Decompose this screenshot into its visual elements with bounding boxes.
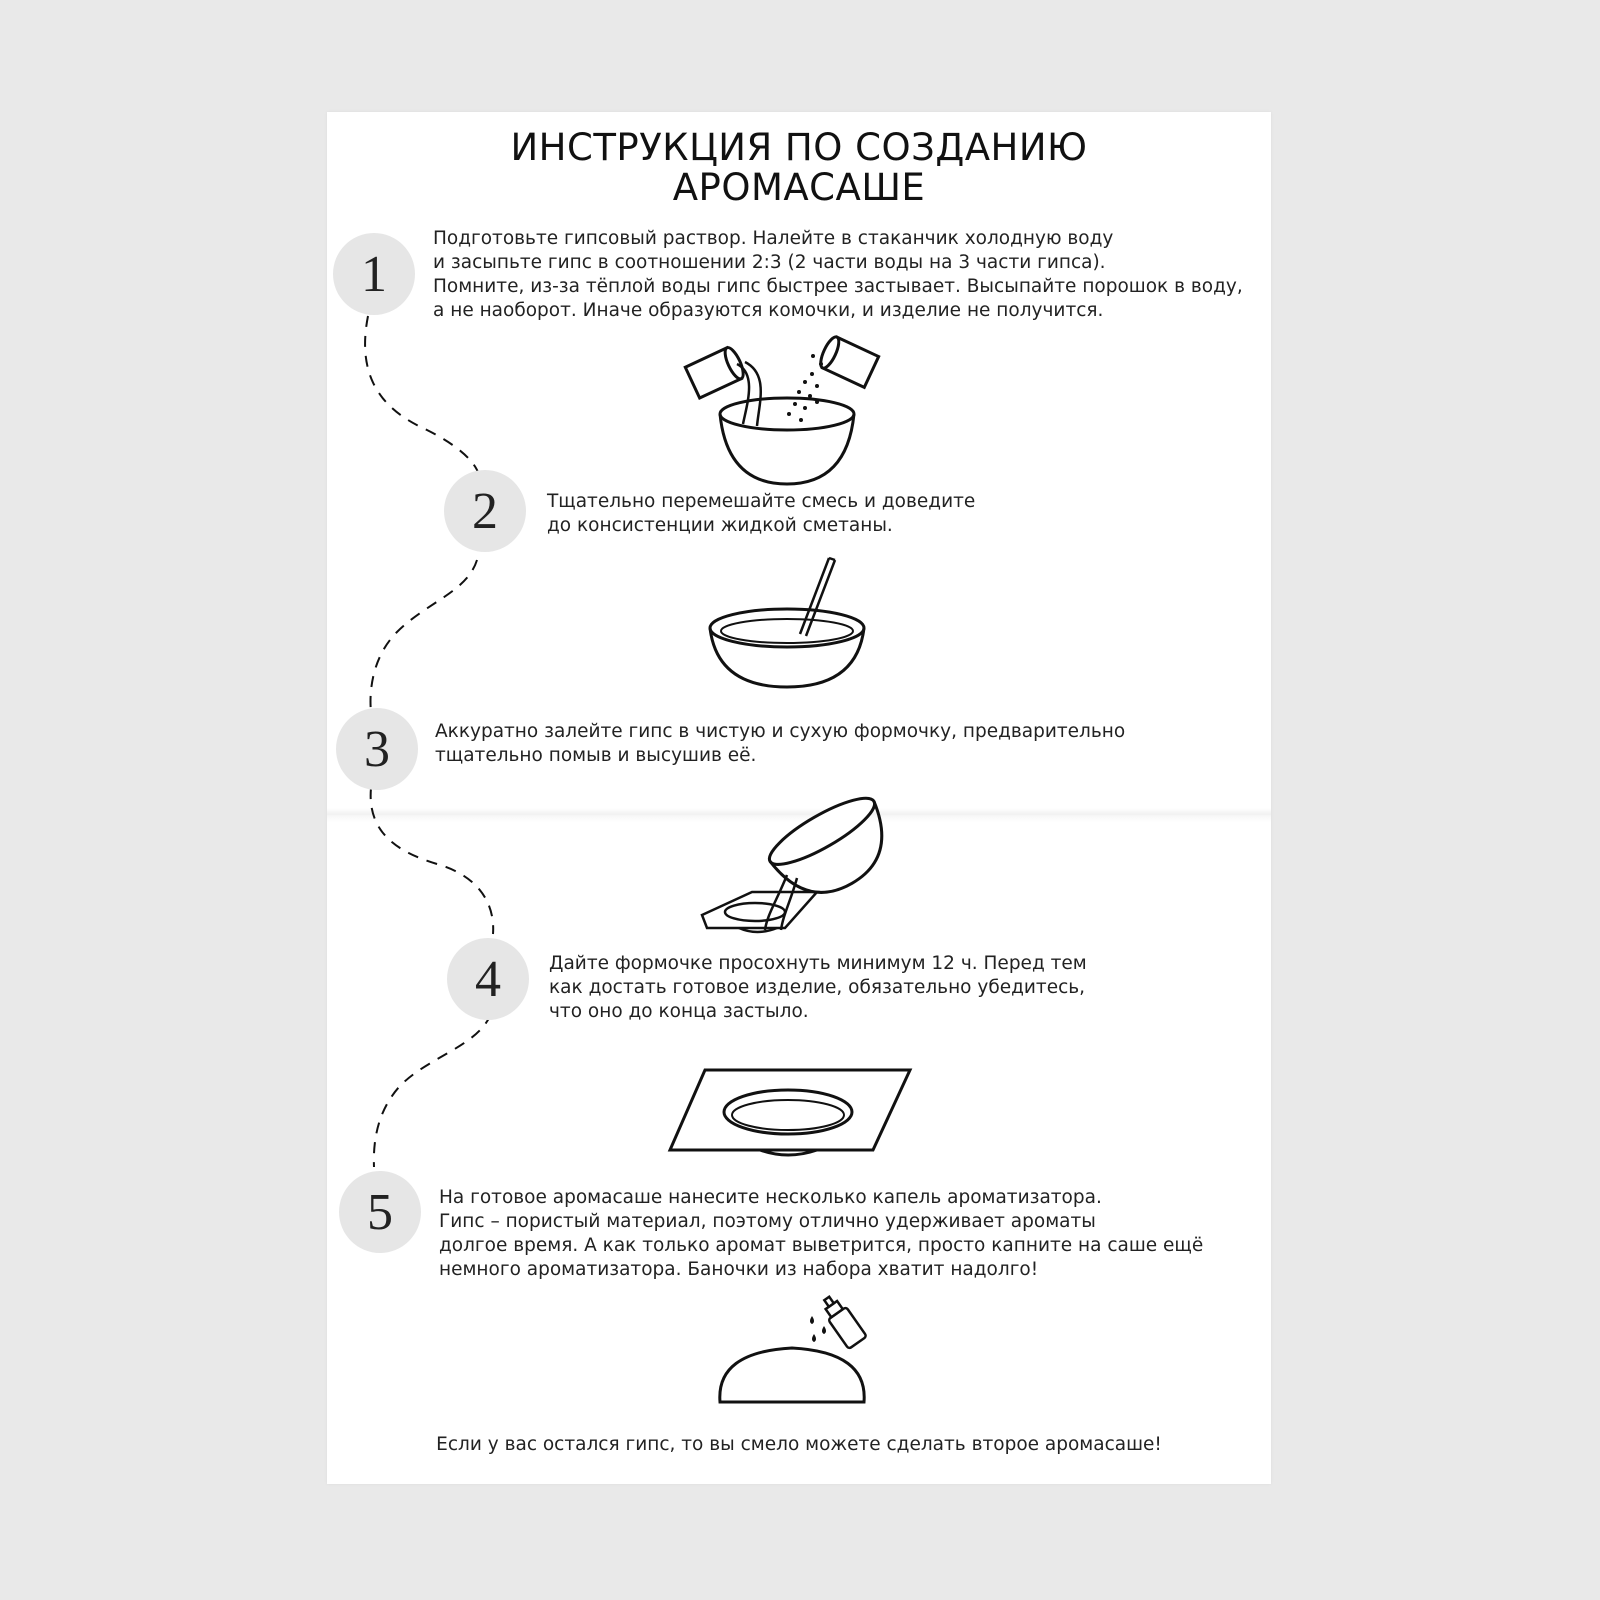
step-4-line-3: что оно до конца застыло. bbox=[549, 1001, 809, 1022]
step-5-text bbox=[439, 1186, 1203, 1282]
step-1-badge: 1 bbox=[333, 233, 415, 315]
stir-bowl-illustration bbox=[697, 552, 877, 692]
step-5-line-3: долгое время. А как только аромат выветрится, просто капните на саше ещё bbox=[439, 1235, 1204, 1256]
title-line-1: ИНСТРУКЦИЯ ПО СОЗДАНИЮ bbox=[510, 126, 1088, 169]
mold-illustration bbox=[665, 1060, 915, 1170]
step-4-text bbox=[549, 952, 1087, 1024]
step-1-line-1: Подготовьте гипсовый раствор. Налейте в стаканчик холодную воду bbox=[433, 228, 1114, 249]
pour-cups-into-bowl-illustration bbox=[677, 334, 897, 494]
step-4-line-1: Дайте формочке просохнуть минимум 12 ч. Перед тем bbox=[549, 953, 1087, 974]
pour-into-mold-illustration bbox=[687, 780, 917, 950]
step-3-line-2: тщательно помыв и высушив её. bbox=[435, 745, 757, 766]
title-line-2: АРОМАСАШЕ bbox=[672, 166, 926, 209]
step-4-badge: 4 bbox=[447, 938, 529, 1020]
step-3-text bbox=[435, 720, 1125, 768]
footer-note: Если у вас остался гипс, то вы смело можете сделать второе аромасаше! bbox=[436, 1434, 1162, 1455]
step-5-line-1: На готовое аромасаше нанесите несколько капель ароматизатора. bbox=[439, 1187, 1102, 1208]
step-2-line-1: Тщательно перемешайте смесь и доведите bbox=[547, 491, 976, 512]
step-2-badge: 2 bbox=[444, 470, 526, 552]
step-1-text bbox=[433, 227, 1243, 323]
step-4-line-2: как достать готовое изделие, обязательно убедитесь, bbox=[549, 977, 1086, 998]
step-2-line-2: до консистенции жидкой сметаны. bbox=[547, 515, 893, 536]
step-5-badge: 5 bbox=[339, 1171, 421, 1253]
step-2-text bbox=[547, 490, 975, 538]
step-5-line-4: немного ароматизатора. Баночки из набора хватит надолго! bbox=[439, 1259, 1039, 1280]
step-1-line-2: и засыпьте гипс в соотношении 2:3 (2 части воды на 3 части гипса). bbox=[433, 252, 1106, 273]
step-3-badge: 3 bbox=[336, 708, 418, 790]
step-1-line-3: Помните, из-за тёплой воды гипс быстрее застывает. Высыпайте порошок в воду, bbox=[433, 276, 1243, 297]
step-1-line-4: а не наоборот. Иначе образуются комочки, и изделие не получится. bbox=[433, 300, 1104, 321]
step-5-line-2: Гипс – пористый материал, поэтому отлично удерживает ароматы bbox=[439, 1211, 1096, 1232]
step-3-line-1: Аккуратно залейте гипс в чистую и сухую формочку, предварительно bbox=[435, 721, 1126, 742]
instruction-sheet bbox=[327, 112, 1271, 1484]
dropper-on-sachet-illustration bbox=[712, 1292, 892, 1417]
